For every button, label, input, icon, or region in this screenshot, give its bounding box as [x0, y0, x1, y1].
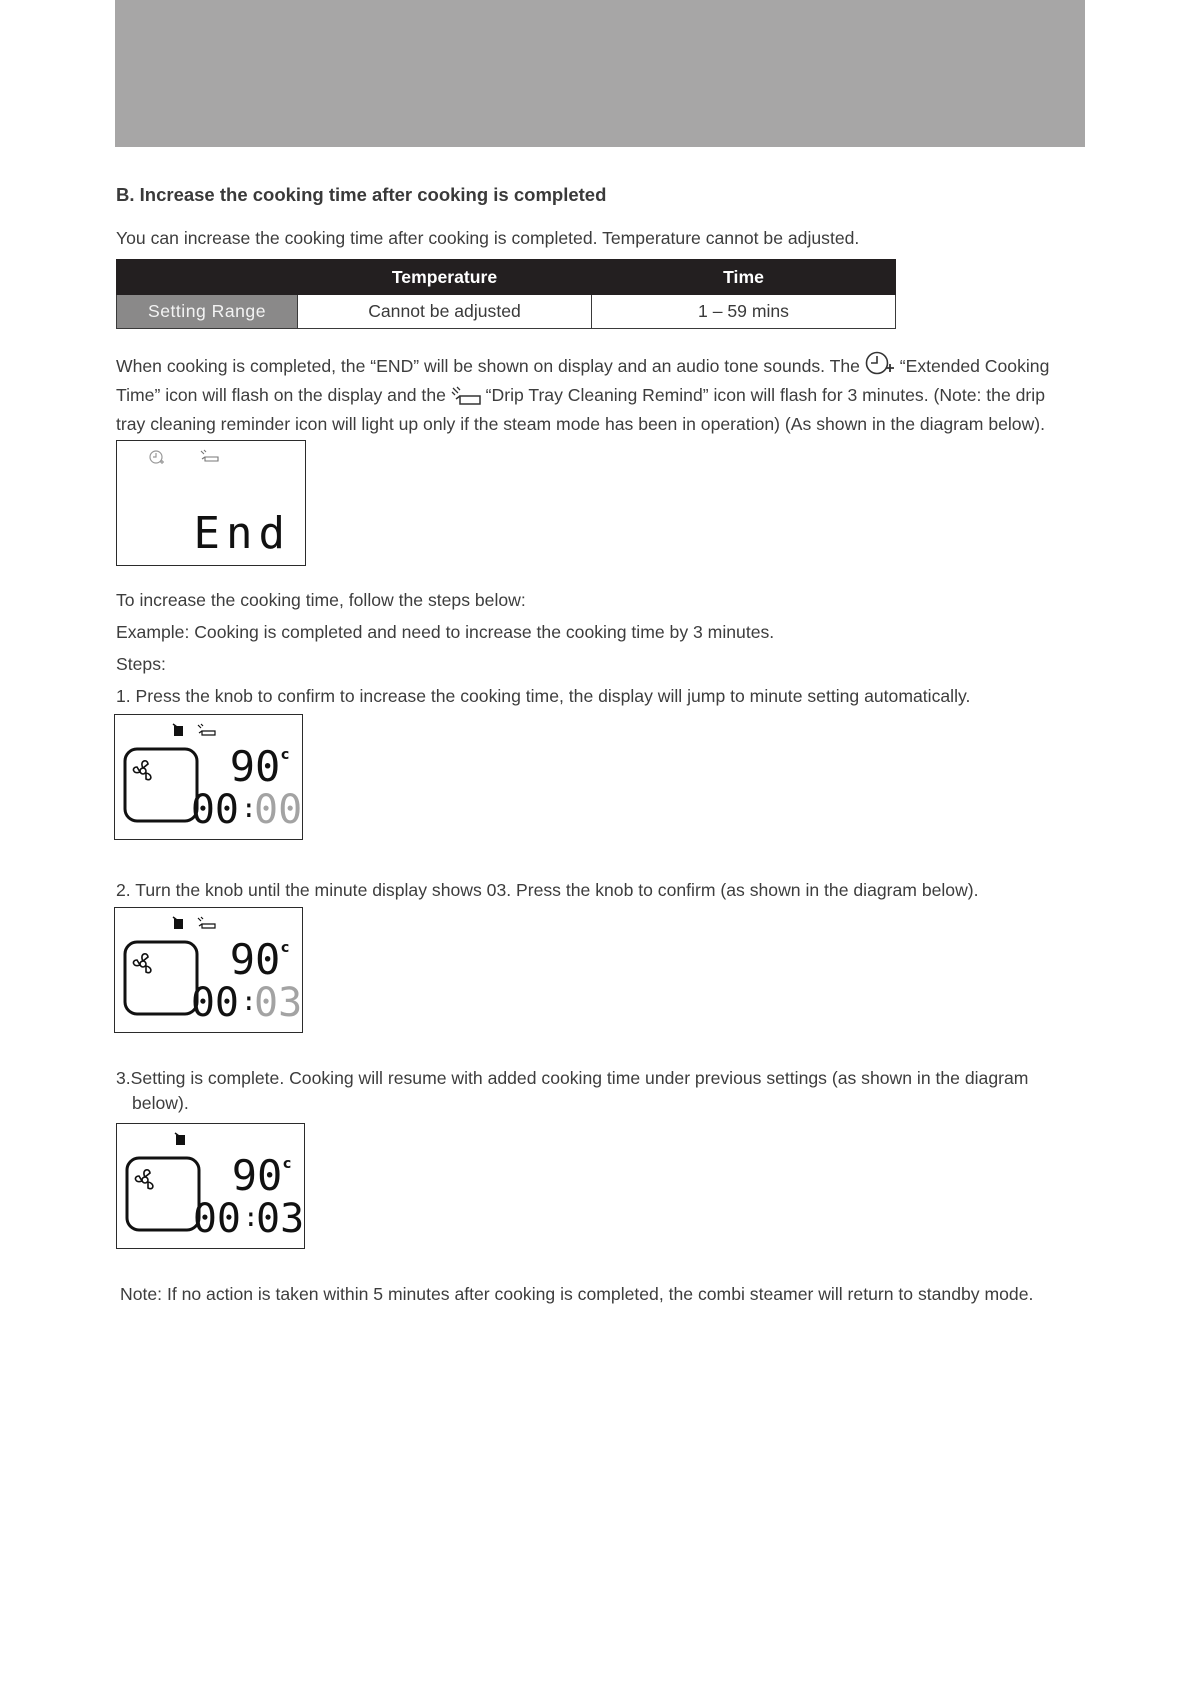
- cell-temperature: Cannot be adjusted: [298, 295, 592, 329]
- description-part2: “Extended Cooking Time” icon will flash on the display and the: [116, 356, 1050, 405]
- drip-tray-icon: [198, 917, 215, 928]
- section-heading: B. Increase the cooking time after cooking is completed: [116, 184, 607, 205]
- table-header-row: [117, 260, 896, 295]
- time-colon: :: [243, 1203, 259, 1233]
- temperature-readout: 90: [229, 935, 281, 984]
- mode-frame: [127, 1158, 199, 1230]
- clock-plus-icon: [865, 351, 895, 383]
- end-text: End: [193, 508, 291, 559]
- temperature-unit: c: [281, 747, 290, 763]
- standby-note: Note: If no action is taken within 5 minutes after cooking is completed, the combi steamer will return to standby mode.: [120, 1284, 1034, 1304]
- table-header-temperature: Temperature: [298, 260, 592, 295]
- step-2-lcd-display: [114, 907, 303, 1033]
- hours-readout: 00: [190, 787, 239, 833]
- table-header-time: Time: [592, 260, 896, 295]
- instruction-example: Example: Cooking is completed and need to increase the cooking time by 3 minutes.: [116, 622, 775, 642]
- fan-icon: [133, 761, 150, 780]
- step-2-text: 2. Turn the knob until the minute display shows 03. Press the knob to confirm (as shown in the diagram below).: [116, 880, 979, 900]
- temperature-readout: 90: [231, 1151, 283, 1200]
- water-tank-icon: [175, 1133, 185, 1145]
- instruction-line1: To increase the cooking time, follow the steps below:: [116, 590, 526, 610]
- mode-frame: [125, 942, 197, 1014]
- time-colon: :: [241, 987, 257, 1017]
- fan-icon: [135, 1170, 152, 1189]
- water-tank-icon: [173, 917, 183, 929]
- fan-icon: [133, 954, 150, 973]
- header-band: [115, 0, 1085, 147]
- temperature-readout: 90: [229, 742, 281, 791]
- step-1-text: 1. Press the knob to confirm to increase the cooking time, the display will jump to minute setting automatically.: [116, 686, 971, 706]
- step-1-lcd-display: [114, 714, 303, 840]
- temperature-unit: c: [283, 1156, 292, 1172]
- instruction-steps-label: Steps:: [116, 654, 166, 674]
- water-tank-icon: [173, 724, 183, 736]
- table-row: [117, 295, 896, 329]
- description-part1: When cooking is completed, the “END” will be shown on display and an audio tone sounds. The: [116, 356, 860, 376]
- end-description: [116, 351, 1076, 436]
- step-3-text-line1: 3.Setting is complete. Cooking will resume with added cooking time under previous settings (as shown in the diagram: [116, 1068, 1029, 1088]
- temperature-unit: c: [281, 940, 290, 956]
- table-header-empty: [117, 260, 298, 295]
- step-3-lcd-display: [116, 1123, 305, 1249]
- hours-readout: 00: [190, 980, 239, 1026]
- minutes-readout: 00: [254, 787, 302, 833]
- intro-text: You can increase the cooking time after cooking is completed. Temperature cannot be adjusted.: [116, 228, 860, 248]
- drip-tray-icon: [451, 386, 481, 412]
- drip-tray-icon: [201, 450, 218, 461]
- step-3-text-line2: below).: [132, 1093, 189, 1113]
- minutes-readout: 03: [254, 980, 302, 1026]
- end-lcd-display: [116, 440, 306, 566]
- mode-frame: [125, 749, 197, 821]
- cell-time: 1 – 59 mins: [592, 295, 896, 329]
- row-label-setting-range: Setting Range: [117, 295, 298, 329]
- minutes-readout: 03: [256, 1196, 304, 1242]
- hours-readout: 00: [192, 1196, 241, 1242]
- time-colon: :: [241, 794, 257, 824]
- drip-tray-icon: [198, 724, 215, 735]
- description-part3: “Drip Tray Cleaning Remind” icon will flash for 3 minutes. (Note: the drip tray cleaning reminder icon will light up only if the steam mode has been in operation) (As shown in the diagram below).: [116, 385, 1046, 434]
- setting-range-table: [116, 259, 896, 329]
- clock-plus-icon: [150, 451, 164, 464]
